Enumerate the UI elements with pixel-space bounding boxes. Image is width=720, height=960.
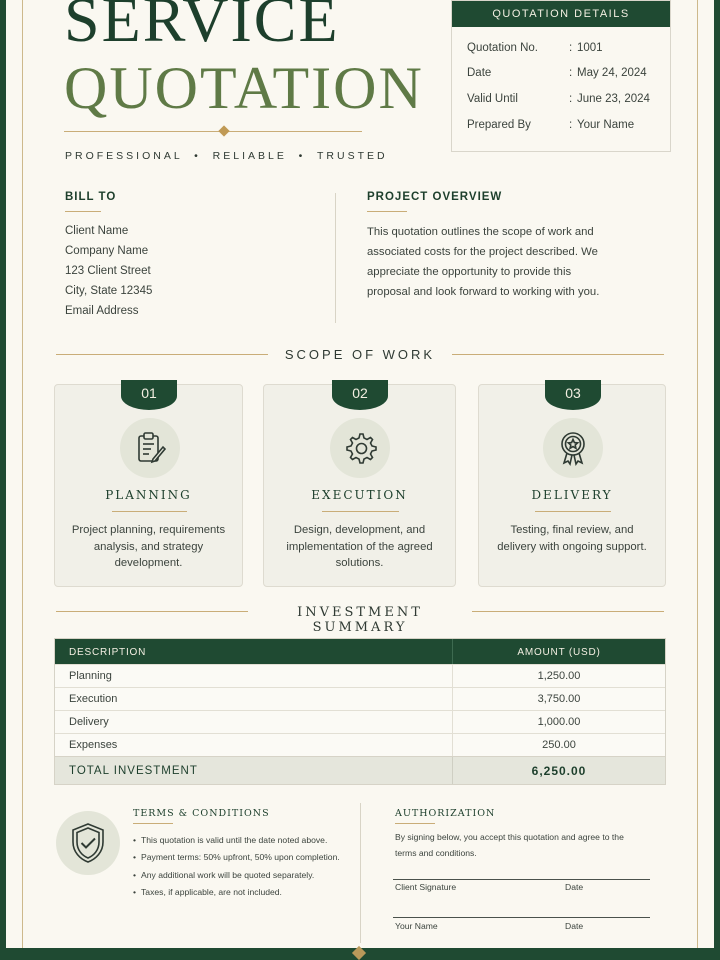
investment-rule-right xyxy=(472,611,664,612)
total-label: TOTAL INVESTMENT xyxy=(69,765,198,777)
detail-separator: : xyxy=(569,119,573,131)
detail-separator: : xyxy=(569,93,573,105)
table-header xyxy=(55,639,665,664)
bill-overview-divider xyxy=(335,193,336,323)
table-total-row xyxy=(55,756,665,784)
tagline: PROFESSIONAL • RELIABLE • TRUSTED xyxy=(65,150,388,162)
project-overview-underline xyxy=(367,211,407,212)
card-divider xyxy=(535,511,611,512)
detail-value: 1001 xyxy=(577,42,603,54)
clipboard-icon xyxy=(120,418,180,478)
detail-label: Prepared By xyxy=(467,119,531,131)
authorization-underline xyxy=(395,823,435,824)
detail-separator: : xyxy=(569,67,573,79)
bill-to-email: Email Address xyxy=(65,305,139,317)
client-signature-label: Client Signature xyxy=(395,882,457,892)
investment-heading: INVESTMENT SUMMARY xyxy=(297,605,423,635)
card-title: DELIVERY xyxy=(531,488,613,502)
terms-item: • Payment terms: 50% upfront, 50% upon completion. xyxy=(133,850,340,867)
title-service: SERVICE xyxy=(64,0,340,55)
scope-rule-left xyxy=(56,354,268,355)
your-name-line[interactable] xyxy=(393,917,650,918)
left-gold-rule xyxy=(22,0,23,948)
row-description: Planning xyxy=(69,670,112,682)
client-date-label: Date xyxy=(565,882,584,892)
row-amount: 250.00 xyxy=(542,739,576,751)
gear-icon xyxy=(330,418,390,478)
project-overview-heading: PROJECT OVERVIEW xyxy=(367,191,503,203)
shield-check-icon xyxy=(56,811,120,875)
scope-heading: SCOPE OF WORK xyxy=(284,347,436,362)
col-amount-header: AMOUNT (USD) xyxy=(517,647,601,658)
investment-rule-left xyxy=(56,611,248,612)
authorization-text: By signing below, you accept this quotation and agree to the terms and conditions. xyxy=(395,832,624,858)
terms-auth-divider xyxy=(360,803,361,943)
detail-separator: : xyxy=(569,42,573,54)
card-description: Project planning, requirements analysis, and strategy development. xyxy=(71,524,226,569)
terms-item: • Taxes, if applicable, are not included. xyxy=(133,885,340,902)
terms-list xyxy=(133,833,340,903)
scope-rule-right xyxy=(452,354,664,355)
card-number-badge: 03 xyxy=(545,380,601,410)
your-date-label: Date xyxy=(565,921,584,931)
your-name-label: Your Name xyxy=(395,921,438,931)
row-amount: 3,750.00 xyxy=(537,693,581,705)
table-row xyxy=(55,710,665,733)
bill-to-client-name: Client Name xyxy=(65,225,129,237)
card-title: PLANNING xyxy=(105,488,192,502)
table-row xyxy=(55,687,665,710)
quotation-details-box xyxy=(451,0,671,152)
detail-label: Valid Until xyxy=(467,93,518,105)
detail-label: Date xyxy=(467,67,492,79)
title-diamond-ornament xyxy=(218,125,229,136)
bill-to-underline xyxy=(65,211,101,212)
col-description-header: DESCRIPTION xyxy=(69,647,147,658)
detail-value: June 23, 2024 xyxy=(577,93,650,105)
bill-to-company-name: Company Name xyxy=(65,245,149,257)
card-divider xyxy=(112,511,187,512)
scope-card-planning xyxy=(54,384,243,587)
card-description: Testing, final review, and delivery with ongoing support. xyxy=(497,524,647,553)
detail-value: Your Name xyxy=(577,119,635,131)
title-divider xyxy=(64,131,362,132)
row-amount: 1,250.00 xyxy=(537,670,581,682)
card-divider xyxy=(322,511,399,512)
title-quotation: QUOTATION xyxy=(64,55,424,121)
row-description: Execution xyxy=(69,693,118,705)
detail-value: May 24, 2024 xyxy=(577,67,647,79)
right-border xyxy=(714,0,720,960)
total-amount: 6,250.00 xyxy=(531,764,587,778)
client-signature-line[interactable] xyxy=(393,879,650,880)
card-number-badge: 01 xyxy=(121,380,177,410)
bill-to-heading: BILL TO xyxy=(65,191,117,203)
row-description: Delivery xyxy=(69,716,109,728)
bill-to-city: City, State 12345 xyxy=(65,285,153,297)
card-number-badge: 02 xyxy=(332,380,388,410)
card-title: EXECUTION xyxy=(311,488,408,502)
terms-underline xyxy=(133,823,173,824)
terms-item: • Any additional work will be quoted separately. xyxy=(133,868,340,885)
left-border xyxy=(0,0,6,960)
table-row xyxy=(55,664,665,687)
quotation-details-heading: QUOTATION DETAILS xyxy=(452,1,670,27)
right-gold-rule xyxy=(697,0,698,948)
card-description: Design, development, and implementation of the agreed solutions. xyxy=(286,524,433,569)
authorization-heading: AUTHORIZATION xyxy=(395,808,496,819)
row-amount: 1,000.00 xyxy=(537,716,581,728)
table-row xyxy=(55,733,665,756)
scope-card-execution xyxy=(263,384,456,587)
bill-to-street: 123 Client Street xyxy=(65,265,151,277)
detail-label: Quotation No. xyxy=(467,42,538,54)
terms-heading: TERMS & CONDITIONS xyxy=(133,808,270,819)
award-icon xyxy=(543,418,603,478)
investment-table xyxy=(54,638,666,785)
project-overview-text: This quotation outlines the scope of work and associated costs for the project described. We appreciate the opportunity to provide this proposal and look forward to working with you. xyxy=(367,226,600,298)
scope-card-delivery xyxy=(478,384,666,587)
terms-item: • This quotation is valid until the date noted above. xyxy=(133,833,340,850)
row-description: Expenses xyxy=(69,739,118,751)
